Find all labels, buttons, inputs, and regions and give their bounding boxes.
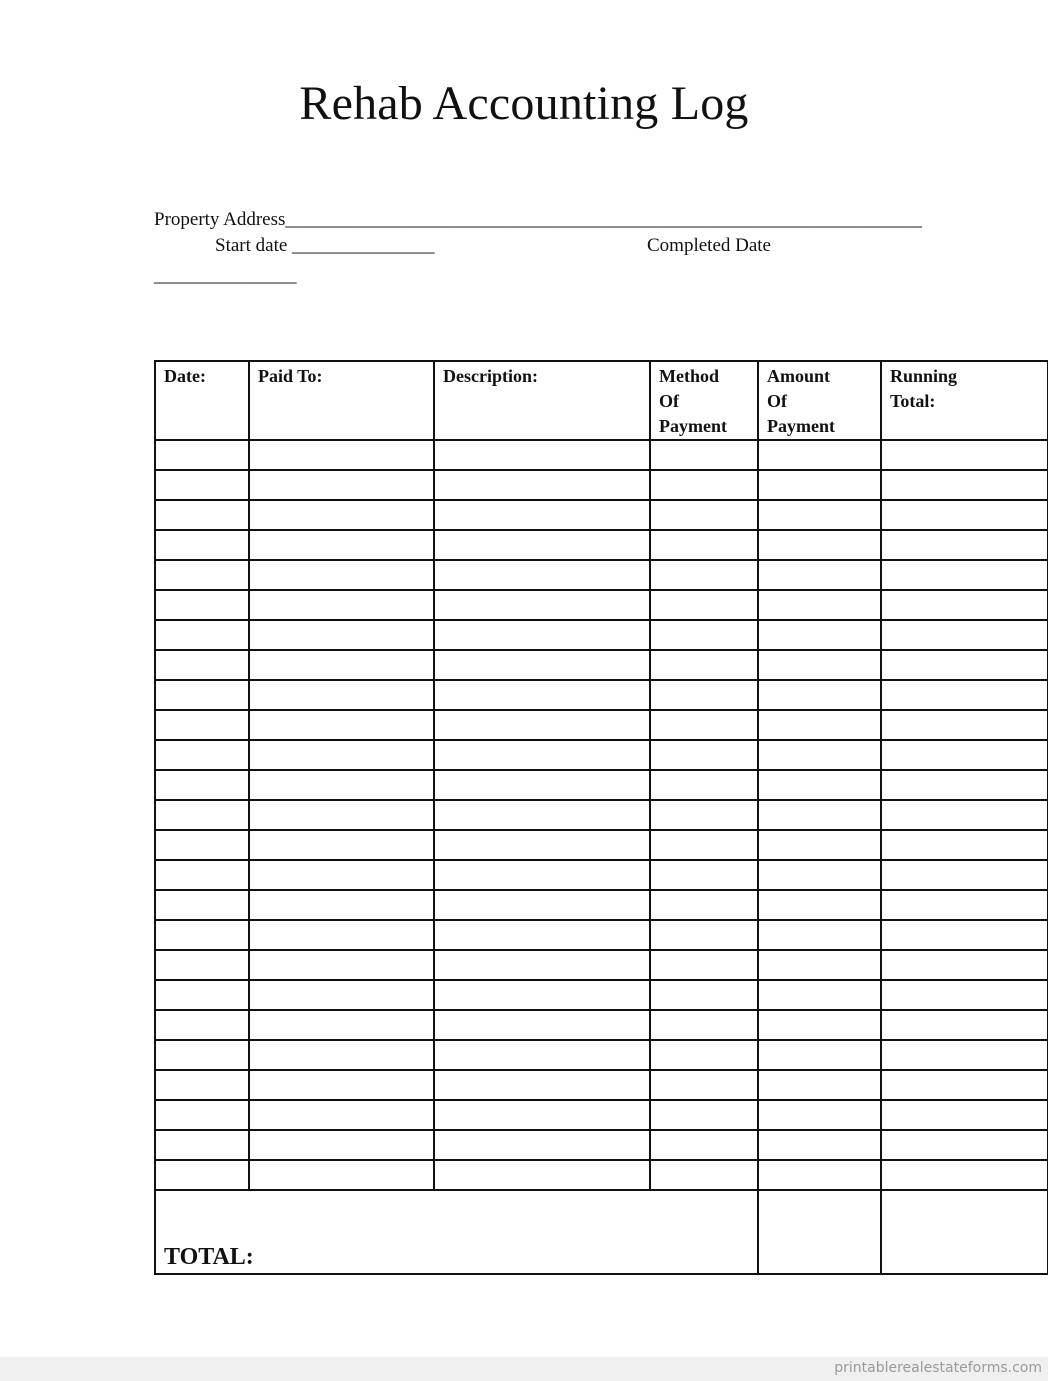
description-cell[interactable]: [434, 1100, 650, 1130]
method-cell[interactable]: [650, 740, 758, 770]
paid-to-cell[interactable]: [249, 770, 434, 800]
description-cell[interactable]: [434, 950, 650, 980]
date-cell[interactable]: [155, 860, 249, 890]
table-row: [155, 590, 1048, 620]
date-cell[interactable]: [155, 920, 249, 950]
method-cell[interactable]: [650, 680, 758, 710]
date-cell[interactable]: [155, 710, 249, 740]
table-row: [155, 800, 1048, 830]
date-cell[interactable]: [155, 650, 249, 680]
date-cell[interactable]: [155, 560, 249, 590]
paid-to-cell[interactable]: [249, 890, 434, 920]
table-row: [155, 470, 1048, 500]
paid-to-cell[interactable]: [249, 950, 434, 980]
paid-to-cell[interactable]: [249, 590, 434, 620]
running-total-cell[interactable]: [881, 920, 1048, 950]
table-row: [155, 770, 1048, 800]
table-row: [155, 1010, 1048, 1040]
description-cell[interactable]: [434, 1160, 650, 1190]
paid-to-cell[interactable]: [249, 800, 434, 830]
paid-to-cell[interactable]: [249, 1040, 434, 1070]
accounting-log-table: [154, 360, 1048, 1275]
amount-cell[interactable]: [758, 890, 881, 920]
paid-to-cell[interactable]: [249, 560, 434, 590]
column-header-running-total: Running Total:: [881, 361, 1048, 440]
amount-cell[interactable]: [758, 980, 881, 1010]
running-total-cell[interactable]: [881, 530, 1048, 560]
table-row: [155, 680, 1048, 710]
method-cell[interactable]: [650, 770, 758, 800]
method-cell[interactable]: [650, 500, 758, 530]
paid-to-cell[interactable]: [249, 1070, 434, 1100]
paid-to-cell[interactable]: [249, 500, 434, 530]
document-title: Rehab Accounting Log: [299, 77, 749, 130]
amount-cell[interactable]: [758, 920, 881, 950]
method-cell[interactable]: [650, 1130, 758, 1160]
date-cell[interactable]: [155, 800, 249, 830]
method-cell[interactable]: [650, 1160, 758, 1190]
date-cell[interactable]: [155, 1070, 249, 1100]
date-cell[interactable]: [155, 440, 249, 470]
paid-to-cell[interactable]: [249, 830, 434, 860]
method-cell[interactable]: [650, 560, 758, 590]
table-row: [155, 710, 1048, 740]
date-cell[interactable]: [155, 770, 249, 800]
amount-cell[interactable]: [758, 1160, 881, 1190]
amount-cell[interactable]: [758, 770, 881, 800]
column-header-paid-to: Paid To:: [249, 361, 434, 440]
paid-to-cell[interactable]: [249, 740, 434, 770]
method-cell[interactable]: [650, 980, 758, 1010]
description-cell[interactable]: [434, 590, 650, 620]
method-cell[interactable]: [650, 710, 758, 740]
method-cell[interactable]: [650, 650, 758, 680]
table-row: [155, 1160, 1048, 1190]
running-total-cell[interactable]: [881, 650, 1048, 680]
method-cell[interactable]: [650, 1070, 758, 1100]
method-cell[interactable]: [650, 860, 758, 890]
date-cell[interactable]: [155, 1100, 249, 1130]
running-total-cell[interactable]: [881, 1070, 1048, 1100]
method-cell[interactable]: [650, 800, 758, 830]
paid-to-cell[interactable]: [249, 530, 434, 560]
date-cell[interactable]: [155, 890, 249, 920]
running-total-cell[interactable]: [881, 1040, 1048, 1070]
amount-cell[interactable]: [758, 950, 881, 980]
running-total-cell[interactable]: [881, 590, 1048, 620]
table-row: [155, 1100, 1048, 1130]
running-total-cell[interactable]: [881, 950, 1048, 980]
paid-to-cell[interactable]: [249, 860, 434, 890]
table-row: [155, 980, 1048, 1010]
running-total-cell[interactable]: [881, 620, 1048, 650]
description-cell[interactable]: [434, 830, 650, 860]
table-row: [155, 1070, 1048, 1100]
table-row: [155, 530, 1048, 560]
method-cell[interactable]: [650, 890, 758, 920]
amount-cell[interactable]: [758, 800, 881, 830]
amount-cell[interactable]: [758, 590, 881, 620]
date-cell[interactable]: [155, 830, 249, 860]
description-cell[interactable]: [434, 650, 650, 680]
method-cell[interactable]: [650, 590, 758, 620]
running-total-cell[interactable]: [881, 1160, 1048, 1190]
date-cell[interactable]: [155, 1010, 249, 1040]
column-header-amount-of-payment: Amount Of Payment: [758, 361, 881, 440]
amount-cell[interactable]: [758, 830, 881, 860]
running-total-cell[interactable]: [881, 830, 1048, 860]
paid-to-cell[interactable]: [249, 650, 434, 680]
running-total-cell[interactable]: [881, 1100, 1048, 1130]
amount-cell[interactable]: [758, 1010, 881, 1040]
amount-cell[interactable]: [758, 650, 881, 680]
paid-to-cell[interactable]: [249, 680, 434, 710]
footer-bar: [0, 1357, 1048, 1381]
column-header-description: Description:: [434, 361, 650, 440]
description-cell[interactable]: [434, 980, 650, 1010]
amount-cell[interactable]: [758, 860, 881, 890]
running-total-cell[interactable]: [881, 740, 1048, 770]
table-header-row: [155, 361, 1048, 440]
method-cell[interactable]: [650, 1100, 758, 1130]
property-address-field[interactable]: Property Address___________________________________________________________________: [154, 209, 922, 230]
running-total-cell[interactable]: [881, 1010, 1048, 1040]
paid-to-cell[interactable]: [249, 1010, 434, 1040]
description-cell[interactable]: [434, 710, 650, 740]
paid-to-cell[interactable]: [249, 710, 434, 740]
completed-date-label: Completed Date: [647, 235, 771, 256]
description-cell[interactable]: [434, 530, 650, 560]
date-cell[interactable]: [155, 500, 249, 530]
description-cell[interactable]: [434, 560, 650, 590]
table-row: [155, 830, 1048, 860]
description-cell[interactable]: [434, 1010, 650, 1040]
paid-to-cell[interactable]: [249, 980, 434, 1010]
column-header-date: Date:: [155, 361, 249, 440]
method-cell[interactable]: [650, 1010, 758, 1040]
paid-to-cell[interactable]: [249, 1100, 434, 1130]
table-row: [155, 950, 1048, 980]
running-total-cell[interactable]: [881, 470, 1048, 500]
method-cell[interactable]: [650, 950, 758, 980]
running-total-cell[interactable]: [881, 440, 1048, 470]
description-cell[interactable]: [434, 620, 650, 650]
date-cell[interactable]: [155, 620, 249, 650]
running-total-cell[interactable]: [881, 560, 1048, 590]
date-cell[interactable]: [155, 1160, 249, 1190]
date-cell[interactable]: [155, 1040, 249, 1070]
table-row: [155, 440, 1048, 470]
date-cell[interactable]: [155, 530, 249, 560]
description-cell[interactable]: [434, 470, 650, 500]
date-cell[interactable]: [155, 980, 249, 1010]
table-row: [155, 920, 1048, 950]
table-row: [155, 620, 1048, 650]
method-cell[interactable]: [650, 470, 758, 500]
amount-cell[interactable]: [758, 530, 881, 560]
running-total-cell[interactable]: [881, 800, 1048, 830]
amount-cell[interactable]: [758, 560, 881, 590]
method-cell[interactable]: [650, 830, 758, 860]
description-cell[interactable]: [434, 1070, 650, 1100]
description-cell[interactable]: [434, 500, 650, 530]
paid-to-cell[interactable]: [249, 1160, 434, 1190]
paid-to-cell[interactable]: [249, 920, 434, 950]
description-cell[interactable]: [434, 890, 650, 920]
description-cell[interactable]: [434, 1040, 650, 1070]
method-cell[interactable]: [650, 920, 758, 950]
method-cell[interactable]: [650, 620, 758, 650]
table-row: [155, 560, 1048, 590]
amount-cell[interactable]: [758, 440, 881, 470]
table-body: [155, 440, 1048, 1190]
description-cell[interactable]: [434, 440, 650, 470]
description-cell[interactable]: [434, 740, 650, 770]
date-cell[interactable]: [155, 680, 249, 710]
paid-to-cell[interactable]: [249, 440, 434, 470]
table-row: [155, 1040, 1048, 1070]
paid-to-cell[interactable]: [249, 620, 434, 650]
description-cell[interactable]: [434, 860, 650, 890]
paid-to-cell[interactable]: [249, 1130, 434, 1160]
description-cell[interactable]: [434, 800, 650, 830]
total-row: [155, 1190, 1048, 1274]
amount-cell[interactable]: [758, 620, 881, 650]
table-row: [155, 650, 1048, 680]
date-cell[interactable]: [155, 1130, 249, 1160]
description-cell[interactable]: [434, 920, 650, 950]
date-cell[interactable]: [155, 590, 249, 620]
date-cell[interactable]: [155, 740, 249, 770]
amount-cell[interactable]: [758, 1040, 881, 1070]
method-cell[interactable]: [650, 440, 758, 470]
total-running-cell[interactable]: [881, 1190, 1048, 1274]
running-total-cell[interactable]: [881, 860, 1048, 890]
column-header-method-of-payment: Method Of Payment: [650, 361, 758, 440]
running-total-cell[interactable]: [881, 980, 1048, 1010]
date-cell[interactable]: [155, 950, 249, 980]
date-cell[interactable]: [155, 470, 249, 500]
description-cell[interactable]: [434, 770, 650, 800]
method-cell[interactable]: [650, 1040, 758, 1070]
running-total-cell[interactable]: [881, 890, 1048, 920]
amount-cell[interactable]: [758, 1070, 881, 1100]
amount-cell[interactable]: [758, 470, 881, 500]
completed-date-field[interactable]: _______________: [154, 265, 297, 286]
amount-cell[interactable]: [758, 500, 881, 530]
amount-cell[interactable]: [758, 740, 881, 770]
table-row: [155, 500, 1048, 530]
running-total-cell[interactable]: [881, 1130, 1048, 1160]
running-total-cell[interactable]: [881, 710, 1048, 740]
total-label: TOTAL:: [155, 1190, 758, 1274]
amount-cell[interactable]: [758, 710, 881, 740]
footer-source-text: printablerealestateforms.com: [834, 1360, 1042, 1376]
running-total-cell[interactable]: [881, 500, 1048, 530]
total-amount-cell[interactable]: [758, 1190, 881, 1274]
description-cell[interactable]: [434, 680, 650, 710]
paid-to-cell[interactable]: [249, 470, 434, 500]
table-row: [155, 890, 1048, 920]
table-row: [155, 740, 1048, 770]
table-row: [155, 1130, 1048, 1160]
running-total-cell[interactable]: [881, 680, 1048, 710]
running-total-cell[interactable]: [881, 770, 1048, 800]
amount-cell[interactable]: [758, 1130, 881, 1160]
start-date-field[interactable]: Start date _______________: [215, 235, 435, 256]
amount-cell[interactable]: [758, 1100, 881, 1130]
amount-cell[interactable]: [758, 680, 881, 710]
table-row: [155, 860, 1048, 890]
method-cell[interactable]: [650, 530, 758, 560]
description-cell[interactable]: [434, 1130, 650, 1160]
